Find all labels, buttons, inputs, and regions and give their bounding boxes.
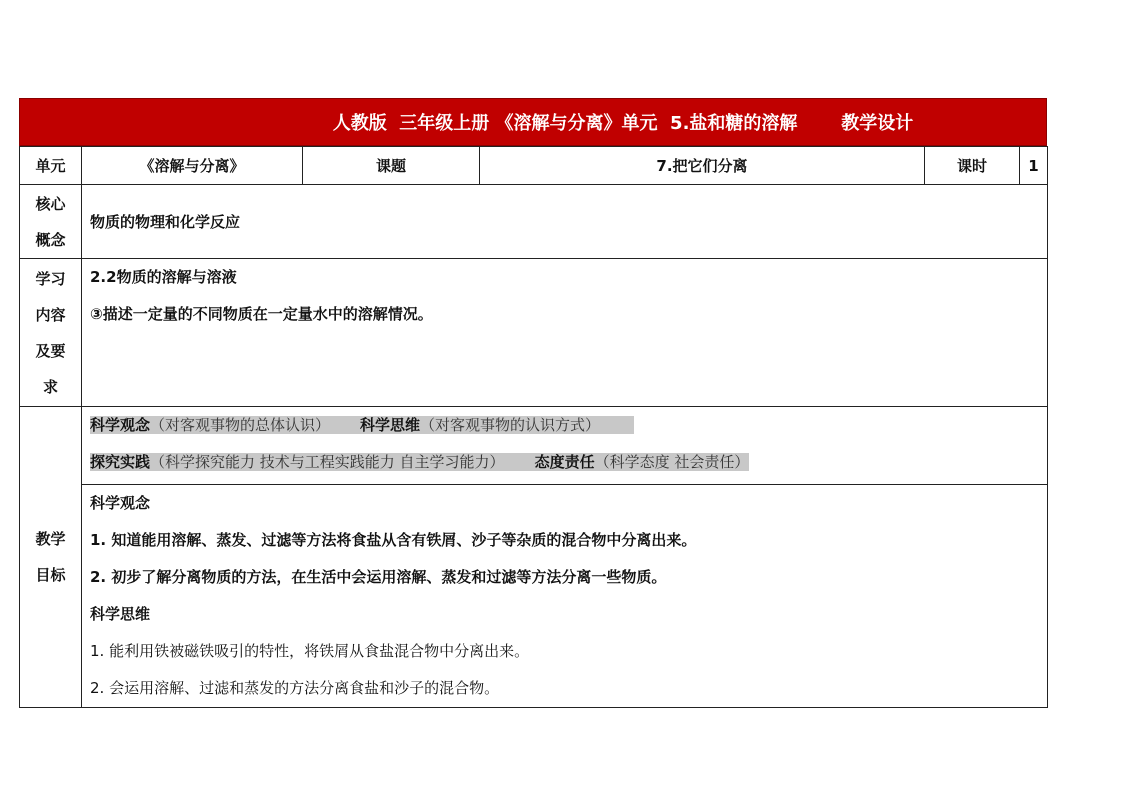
science-thinking-item-2: 2. 会运用溶解、过滤和蒸发的方法分离食盐和沙子的混合物。 [90, 679, 500, 697]
core-concept-label: 核心 概念 [20, 185, 82, 259]
unit-label: 单元 [20, 147, 82, 185]
learning-content-label: 学习 内容 及要 求 [20, 259, 82, 407]
dimension-science-concept: 科学观念 [90, 416, 151, 434]
dimension-line-2: 探究实践（科学探究能力 技术与工程实践能力 自主学习能力） 态度责任（科学态度 社会责任） [90, 453, 750, 471]
period-value: 1 [1020, 147, 1048, 185]
learning-requirement: ③描述一定量的不同物质在一定量水中的溶解情况。 [90, 305, 433, 323]
learning-content-cell [82, 259, 1048, 407]
topic-value: 7.把它们分离 [480, 147, 925, 185]
lesson-plan-sheet [19, 98, 1047, 708]
section-science-concept-title: 科学观念 [90, 494, 151, 512]
core-concept-row [20, 185, 1048, 259]
dimension-science-thinking: 科学思维 [360, 416, 421, 434]
goals-details-cell [82, 485, 1048, 708]
goals-details-row [20, 485, 1048, 708]
section-science-thinking-title: 科学思维 [90, 605, 151, 623]
dimension-line-1: 科学观念（对客观事物的总体认识） 科学思维（对客观事物的认识方式） [90, 410, 1039, 440]
goals-dimensions-row [20, 407, 1048, 485]
dimension-attitude-responsibility: 态度责任 [534, 453, 595, 471]
learning-standard: 2.2物质的溶解与溶液 [90, 268, 237, 286]
period-label: 课时 [925, 147, 1020, 185]
dimension-inquiry-practice: 探究实践 [90, 453, 151, 471]
header-title: 人教版 三年级上册 《溶解与分离》单元 5.盐和糖的溶解 教学设计 [332, 113, 914, 134]
unit-value: 《溶解与分离》 [82, 147, 303, 185]
document-header [19, 98, 1047, 146]
goals-dimensions-cell [82, 407, 1048, 485]
lesson-plan-table [19, 146, 1048, 708]
learning-content-row [20, 259, 1048, 407]
science-concept-item-2: 2. 初步了解分离物质的方法，在生活中会运用溶解、蒸发和过滤等方法分离一些物质。 [90, 568, 667, 586]
science-thinking-item-1: 1. 能利用铁被磁铁吸引的特性，将铁屑从食盐混合物中分离出来。 [90, 642, 530, 660]
unit-row [20, 147, 1048, 185]
topic-label: 课题 [303, 147, 480, 185]
science-concept-item-1: 1. 知道能用溶解、蒸发、过滤等方法将食盐从含有铁屑、沙子等杂质的混合物中分离出来。 [90, 531, 697, 549]
teaching-goals-label: 教学 目标 [20, 407, 82, 708]
core-concept-content: 物质的物理和化学反应 [82, 185, 1048, 259]
